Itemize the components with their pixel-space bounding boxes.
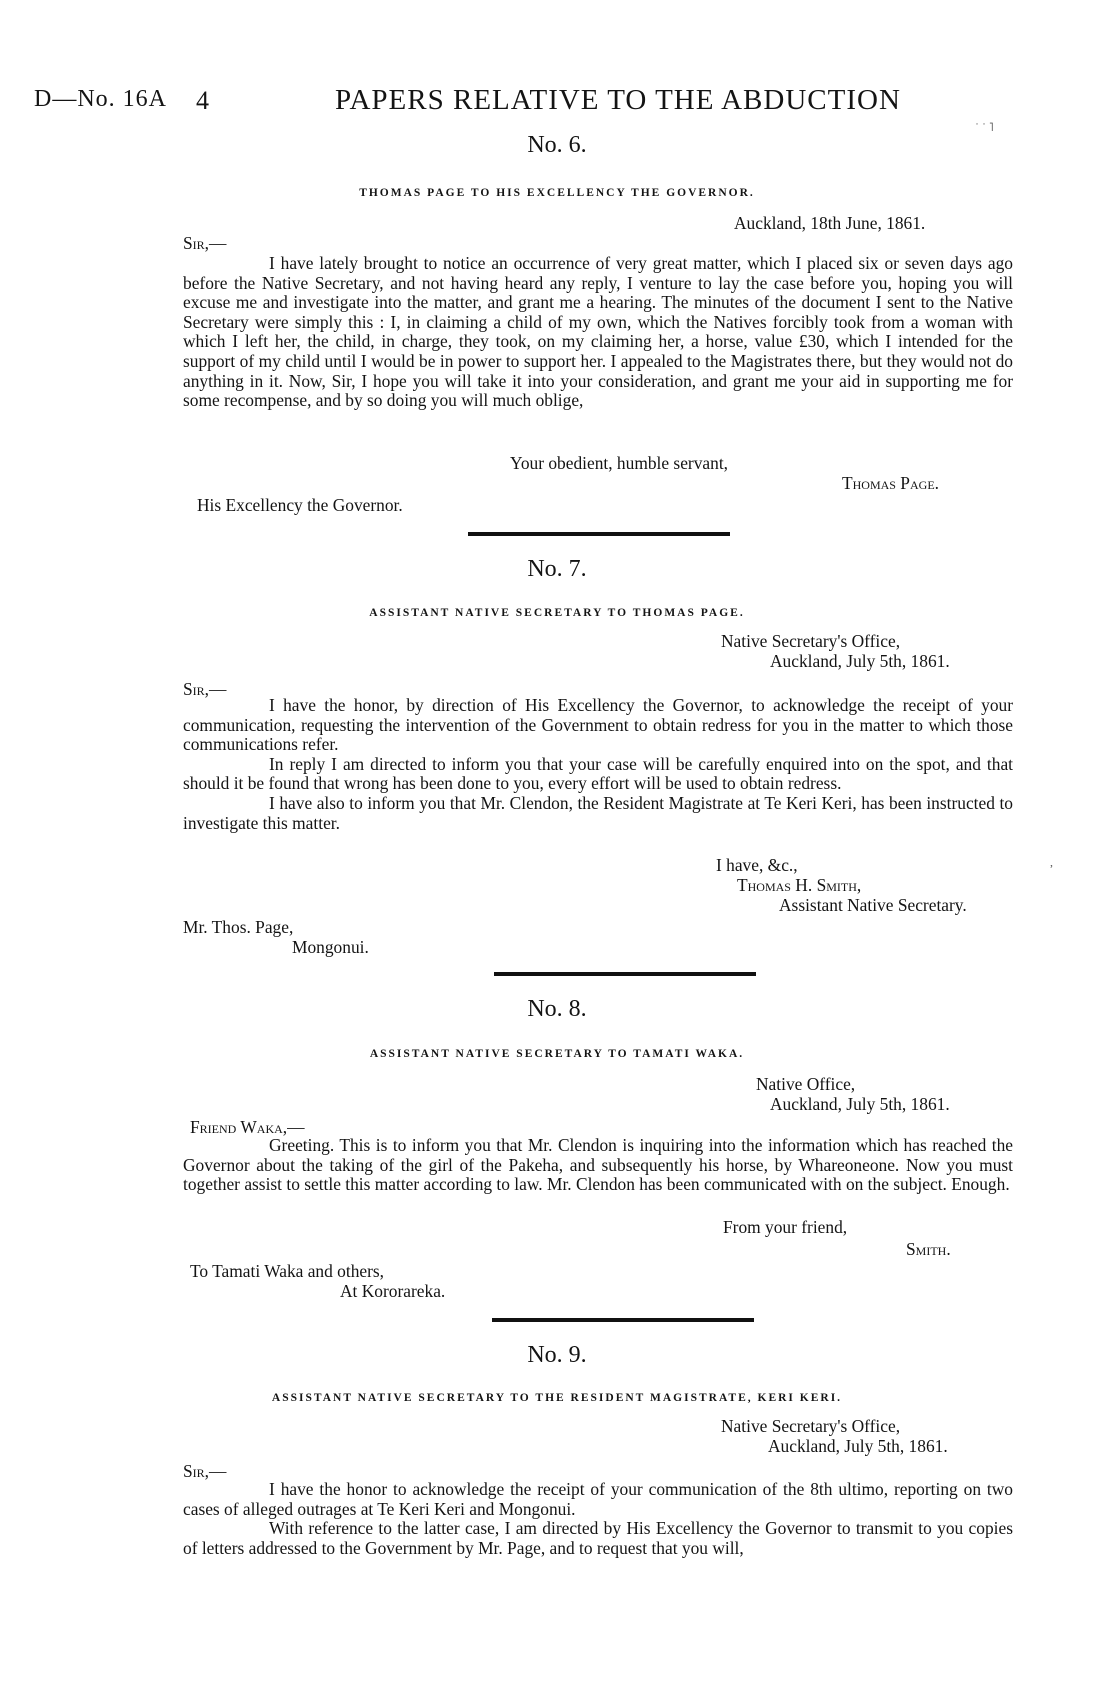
letter-9-body — [183, 1480, 1013, 1558]
letter-8-paragraph: Greeting. This is to inform you that Mr. Clendon is inquiring into the information which has reached the Governor about the taking of the girl of the Pakeha, and subsequently his horse, by Whareoneone. Now you must together assist to settle this matter according to law. Mr. Clendon has been communicated with on the subject. Enough. — [183, 1135, 1013, 1195]
letter-9-office: Native Secretary's Office, — [721, 1416, 901, 1436]
letter-9-place-date: Auckland, July 5th, 1861. — [768, 1436, 948, 1456]
letter-6-paragraph: I have lately brought to notice an occurrence of very great matter, which I placed six or seven days ago before the Native Secretary, and not having heard any reply, I venture to lay the case before you, hoping you will excuse me and investigate into the matter, and grant me a hearing. The minutes of the document I sent to the Native Secretary were simply this : I, in claiming a child of my own, which the Natives forcibly took from a woman with which I left her, the child, in charge, they took, on my claiming her, a horse, value £30, which I intended for the support of my child until I would be in power to support her. I appealed to the Magistrates there, but they would not do anything in it. Now, Sir, I hope you will take it into your consideration, and grant me your aid in supporting me for some recompense, and by so doing you will much oblige, — [183, 253, 1013, 411]
letter-8-salutation: Friend Waka,— — [190, 1117, 305, 1137]
letter-8-heading: ASSISTANT NATIVE SECRETARY TO TAMATI WAKA. — [369, 1048, 745, 1060]
page-number: 4 — [196, 86, 209, 115]
letter-9-salutation: Sir,— — [183, 1461, 227, 1481]
letter-7-number: No. 7. — [527, 556, 587, 582]
letter-8-office: Native Office, — [756, 1074, 856, 1094]
letter-9-number: No. 9. — [527, 1342, 587, 1368]
letter-8-place-date: Auckland, July 5th, 1861. — [770, 1094, 950, 1114]
letter-7-addressee-place: Mongonui. — [292, 937, 369, 957]
letter-9-paragraph: I have the honor to acknowledge the receipt of your communication of the 8th ultimo, reporting on two cases of alleged outrages at Te Keri Keri and Mongonui. — [183, 1479, 1013, 1519]
section-divider — [468, 532, 730, 536]
letter-6-place-date: Auckland, 18th June, 1861. — [734, 213, 926, 233]
letter-7-signature: Thomas H. Smith, — [737, 875, 862, 895]
letter-9-heading: ASSISTANT NATIVE SECRETARY TO THE RESIDENT MAGISTRATE, KERI KERI. — [271, 1392, 843, 1404]
letter-7-salutation: Sir,— — [183, 679, 227, 699]
letter-8-closing: From your friend, — [723, 1217, 848, 1237]
section-divider — [494, 972, 756, 976]
document-reference: D—No. 16A — [34, 86, 167, 112]
letter-6-signature: Thomas Page. — [842, 473, 939, 493]
letter-7-paragraph: In reply I am directed to inform you that your case will be carefully enquired into on the spot, and that should it be found that wrong has been done to you, every effort will be used to obtain redress. — [183, 753, 1013, 794]
letter-6-body — [183, 254, 1013, 411]
scan-speck: ˙ ˙ ˥ — [975, 120, 994, 134]
letter-6-heading: THOMAS PAGE TO HIS EXCELLENCY THE GOVERNOR. — [359, 187, 755, 199]
letter-7-paragraph: I have the honor, by direction of His Excellency the Governor, to acknowledge the receipt of your communication, requesting the intervention of the Government to obtain redress for you in the matter to which those communications refer. — [183, 695, 1013, 755]
letter-8-number: No. 8. — [527, 996, 587, 1022]
letter-7-office: Native Secretary's Office, — [721, 631, 901, 651]
scan-speck: , — [1050, 855, 1053, 869]
letter-7-heading: ASSISTANT NATIVE SECRETARY TO THOMAS PAGE. — [369, 607, 745, 619]
letter-8-addressee-place: At Kororareka. — [340, 1281, 446, 1301]
letter-7-place-date: Auckland, July 5th, 1861. — [770, 651, 950, 671]
letter-7-addressee-name: Mr. Thos. Page, — [183, 917, 294, 937]
letter-8-addressee-name: To Tamati Waka and others, — [190, 1261, 385, 1281]
letter-6-number: No. 6. — [527, 132, 587, 158]
letter-7-closing: I have, &c., — [716, 855, 798, 875]
page-title: PAPERS RELATIVE TO THE ABDUCTION — [335, 84, 901, 116]
letter-6-addressee: His Excellency the Governor. — [197, 495, 403, 515]
letter-7-signature-title: Assistant Native Secretary. — [779, 895, 967, 915]
letter-8-signature: Smith. — [906, 1239, 951, 1259]
section-divider — [492, 1318, 754, 1322]
letter-7-body — [183, 696, 1013, 833]
letter-9-paragraph: With reference to the latter case, I am directed by His Excellency the Governor to transmit to you copies of letters addressed to the Government by Mr. Page, and to request that you will, — [183, 1518, 1013, 1558]
letter-8-body — [183, 1136, 1013, 1195]
letter-7-paragraph: I have also to inform you that Mr. Clendon, the Resident Magistrate at Te Keri Keri, has been instructed to investigate this matter. — [183, 792, 1013, 833]
letter-6-salutation: Sir,— — [183, 233, 227, 253]
letter-6-closing: Your obedient, humble servant, — [510, 453, 729, 473]
